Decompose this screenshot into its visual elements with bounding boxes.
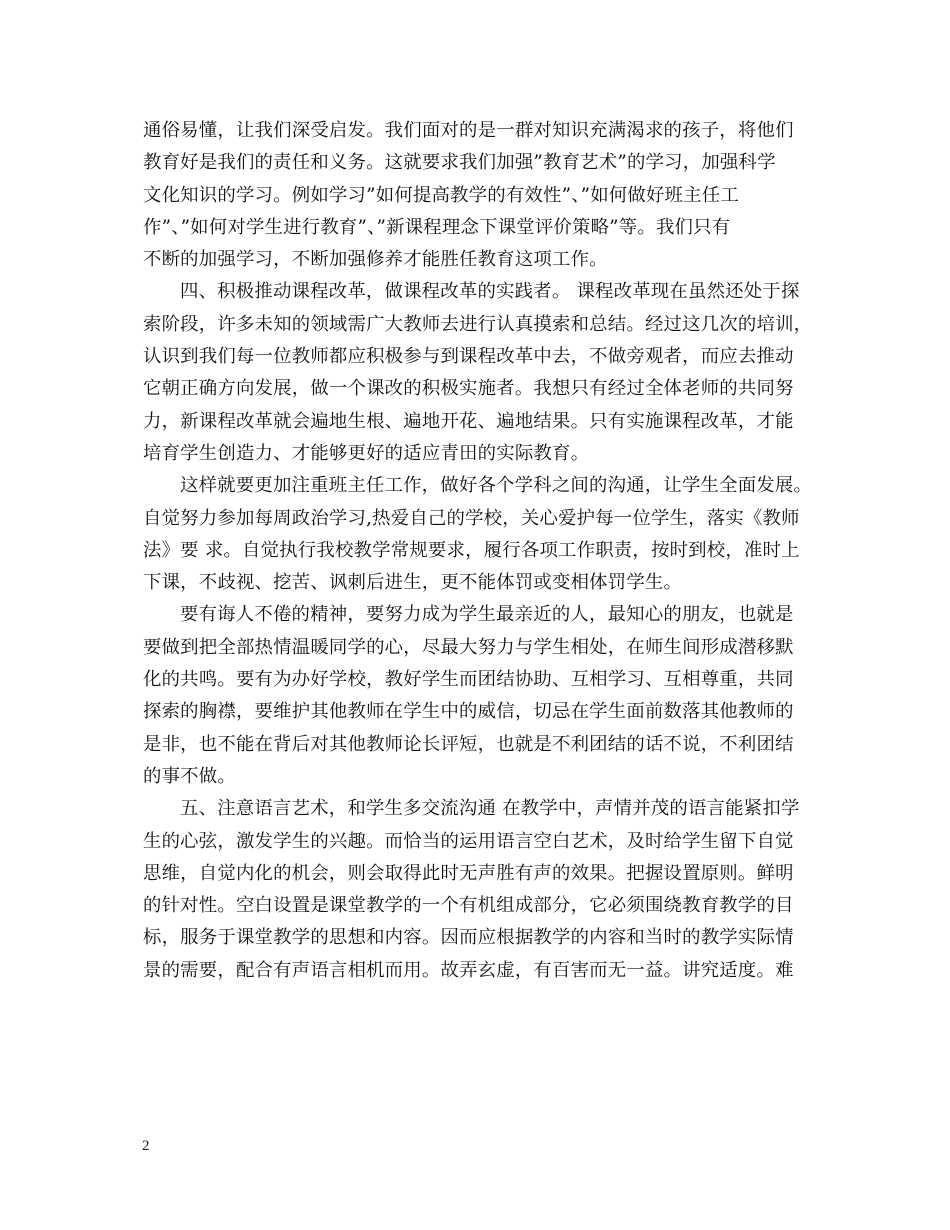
text-line: 力，新课程改革就会遍地生根、遍地开花、遍地结果。只有实施课程改革，才能 [143,410,794,432]
text-line: 生的心弦，激发学生的兴趣。而恰当的运用语言空白艺术，及时给学生留下自觉 [143,830,794,852]
text-line: 索阶段，许多未知的领域需广大教师去进行认真摸索和总结。经过这几次的培训， [143,313,813,335]
text-line: 它朝正确方向发展，做一个课改的积极实施者。我想只有经过全体老师的共同努 [143,378,794,400]
text-line: 化的共鸣。要有为办好学校，教好学生而团结协助、互相学习、互相尊重，共同 [143,669,794,691]
paragraph-first-line: 要有诲人不倦的精神，要努力成为学生最亲近的人，最知心的朋友，也就是 [180,604,794,626]
paragraph-first-line: 这样就要更加注重班主任工作，做好各个学科之间的沟通，让学生全面发展。 [180,475,813,497]
text-line: 是非，也不能在背后对其他教师论长评短，也就是不利团结的话不说，不利团结 [143,733,794,755]
body-text [143,115,813,987]
text-line: 探索的胸襟，要维护其他教师在学生中的威信，切忌在学生面前数落其他教师的 [143,701,794,723]
text-line: 不断的加强学习，不断加强修养才能胜任教育这项工作。 [143,249,608,271]
text-line: 下课，不歧视、挖苦、讽刺后进生，更不能体罚或变相体罚学生。 [143,572,683,594]
text-line: 的事不做。 [143,765,236,787]
text-line: 培育学生创造力、才能够更好的适应青田的实际教育。 [143,442,590,464]
text-line: 标，服务于课堂教学的思想和内容。因而应根据教学的内容和当时的教学实际情 [143,927,794,949]
text-line: 景的需要，配合有声语言相机而用。故弄玄虚，有百害而无一益。讲究适度。难 [143,959,794,981]
text-line: 教育好是我们的责任和义务。这就要求我们加强”教育艺术”的学习，加强科学 [143,152,776,174]
text-line: 作”、”如何对学生进行教育”、”新课程理念下课堂评价策略”等。我们只有 [143,216,731,238]
text-line: 认识到我们每一位教师都应积极参与到课程改革中去，不做旁观者，而应去推动 [143,346,794,368]
text-line: 思维，自觉内化的机会，则会取得此时无声胜有声的效果。把握设置原则。鲜明 [143,862,794,884]
text-line: 通俗易懂，让我们深受启发。我们面对的是一群对知识充满渴求的孩子，将他们 [143,120,794,141]
text-line: 法》要 求。自觉执行我校教学常规要求，履行各项工作职责，按时到校，准时上 [143,539,800,561]
text-line: 文化知识的学习。例如学习”如何提高教学的有效性”、”如何做好班主任工 [143,184,739,206]
text-line: 要做到把全部热情温暖同学的心，尽最大努力与学生相处，在师生间形成潜移默 [143,636,794,658]
text-line: 的针对性。空白设置是课堂教学的一个有机组成部分，它必须围绕教育教学的目 [143,895,794,917]
text-line: 自觉努力参加每周政治学习,热爱自己的学校，关心爱护每一位学生，落实《教师 [143,507,800,529]
paragraph-first-line: 五、注意语言艺术，和学生多交流沟通 在教学中，声情并茂的语言能紧扣学 [180,798,800,820]
page-number: 2 [142,1138,150,1154]
paragraph-first-line: 四、积极推动课程改革，做课程改革的实践者。 课程改革现在虽然还处于探 [180,281,800,303]
